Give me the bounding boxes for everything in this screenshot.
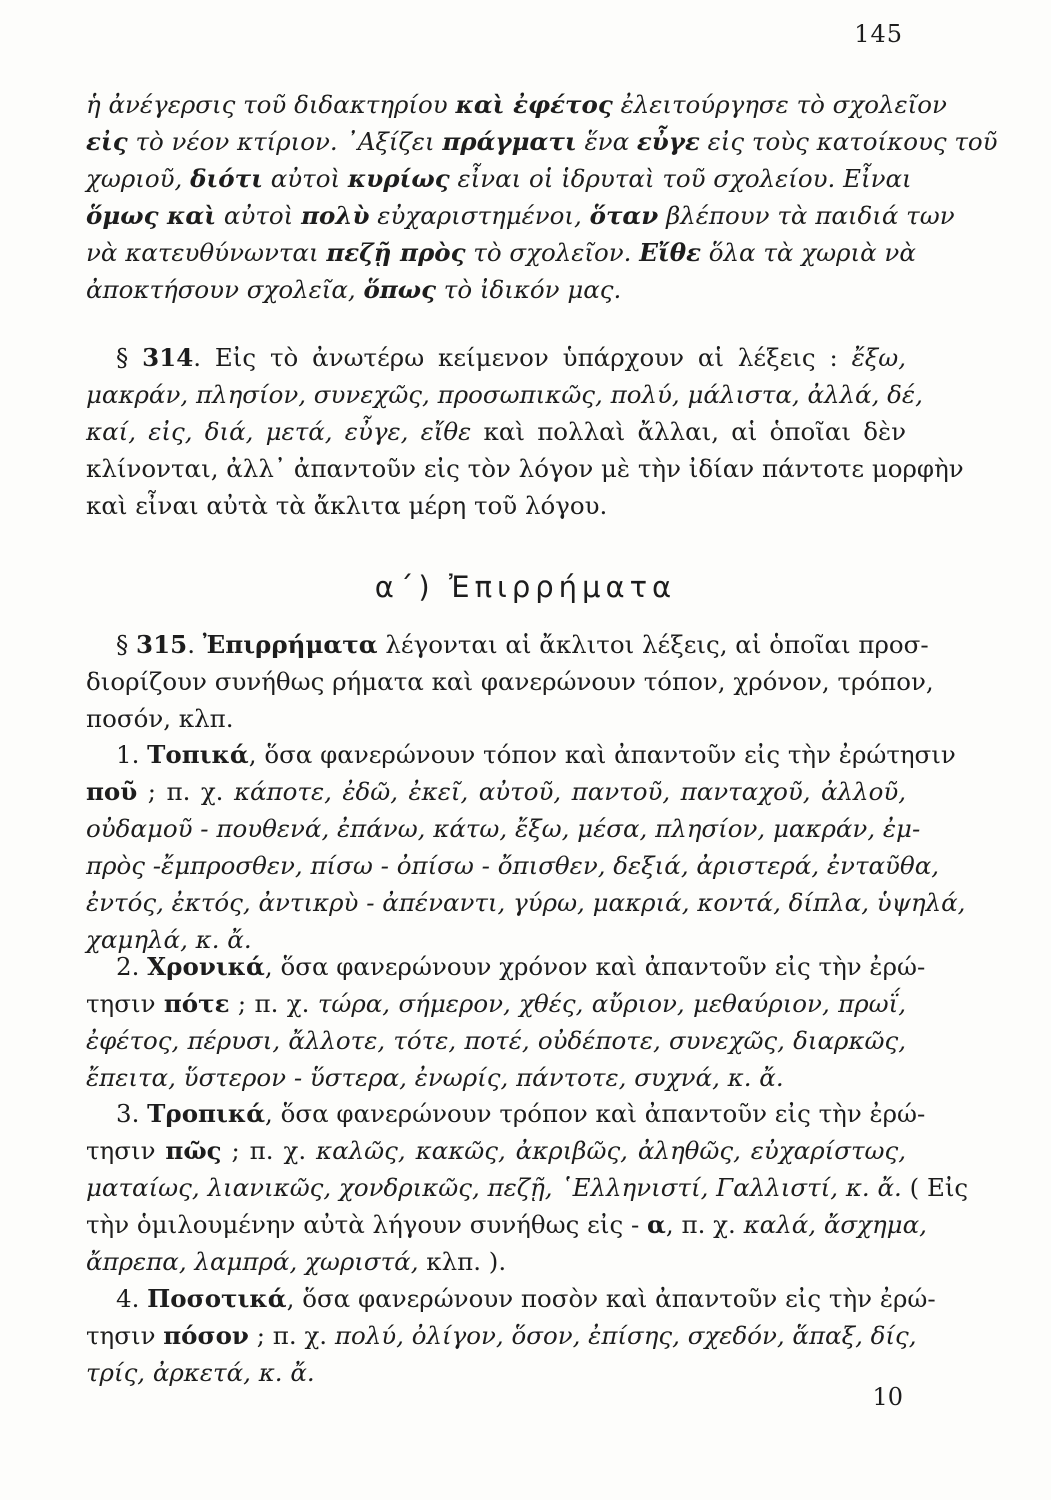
text-run: εὐχαριστημένοι, [369, 201, 590, 230]
text-run: , ὅσα φανερώνουν χρόνον καὶ ἀπαντοῦν εἰς τὴν ἐρώ- [264, 952, 926, 981]
text-run: εἰς τοὺς κατοίκους τοῦ [699, 127, 998, 156]
text-run: Χρονικά [147, 952, 265, 981]
text-run: κλπ. ). [418, 1247, 507, 1276]
text-run: ὅλα τὰ χωριὰ νὰ [700, 238, 916, 267]
text-run: καλά, ἄσχημα, [743, 1210, 927, 1239]
text-run: μακράν, πλησίον, συνεχῶς, προσωπικῶς, πολύ, μάλιστα, ἀλλά, δέ, [86, 380, 923, 409]
text-line [86, 773, 906, 810]
paragraph-local-adverbs [86, 736, 966, 958]
text-run: 1. [116, 740, 148, 769]
text-run: κάποτε, ἐδῶ, ἐκεῖ, αὐτοῦ, παντοῦ, πανταχοῦ, ἀλλοῦ, [233, 777, 907, 806]
text-run: ἔπειτα, ὕστερον - ὕστερα, ἐνωρίς, πάντοτε, συχνά, κ. ἄ. [86, 1063, 784, 1092]
text-run: ( Εἰς [901, 1173, 969, 1202]
text-run: αὐτοὶ [262, 164, 348, 193]
text-run: , π. χ. [665, 1210, 744, 1239]
text-line [86, 884, 966, 921]
paragraph-manner-adverbs [86, 1095, 969, 1280]
text-line [86, 450, 964, 487]
text-run: ἐλειτούργησε τὸ σχολεῖον [612, 90, 947, 119]
text-run: Τοπικά [147, 740, 249, 769]
text-run: οὐδαμοῦ - πουθενά, ἐπάνω, κάτω, ἔξω, μέσα, πλησίον, μακράν, ἐμ- [86, 814, 921, 843]
text-run: τὸ σχολεῖον. [465, 238, 640, 267]
text-run: εἶναι οἱ ἱδρυταὶ τοῦ σχολείου. Εἶναι [449, 164, 912, 193]
text-run: κλίνονται, ἀλλ᾿ ἀπαντοῦν εἰς τὸν λόγον μὲ τὴν ἰδίαν πάντοτε μορφὴν [86, 454, 964, 483]
text-run: πρὸς -ἔμπροσθεν, πίσω - ὀπίσω - ὄπισθεν, δεξιά, ἀριστερά, ἐνταῦθα, [86, 851, 940, 880]
text-run: Ποσοτικά [147, 1284, 287, 1313]
text-run: 3. [116, 1099, 148, 1128]
text-run: τησιν [86, 1136, 166, 1165]
text-line [86, 985, 906, 1022]
text-run: § [116, 343, 143, 372]
text-line [86, 1206, 927, 1243]
text-run: πεζῇ πρὸς [326, 238, 466, 267]
paragraph-quantity-adverbs [86, 1280, 936, 1391]
text-run: αὐτοὶ [216, 201, 302, 230]
text-run: ἕνα [576, 127, 637, 156]
text-run: . Εἰς τὸ ἀνωτέρω κείμενον ὑπάρχουν αἱ λέξεις : [193, 343, 852, 372]
text-run: α [647, 1210, 666, 1239]
text-run: Τροπικά [147, 1099, 266, 1128]
text-run: 314 [142, 343, 194, 372]
text-run: , ὅσα φανερώνουν ποσὸν καὶ ἀπαντοῦν εἰς τὴν ἐρώ- [286, 1284, 936, 1313]
text-run: χωριοῦ, [86, 164, 191, 193]
text-run: τὸ νέον κτίριον. ᾿Αξίζει [127, 127, 443, 156]
text-run: τὴν ὁμιλουμένην αὐτὰ λήγουν συνήθως εἰς - [86, 1210, 648, 1239]
text-line [86, 1132, 906, 1169]
text-run: 4. [116, 1284, 148, 1313]
text-run: πόσον [163, 1321, 249, 1350]
text-line [86, 810, 921, 847]
text-line [86, 123, 998, 160]
text-run: 2. [116, 952, 148, 981]
text-line [86, 487, 906, 524]
text-run: πῶς [165, 1136, 222, 1165]
text-run: καὶ πολλαὶ ἄλλαι, αἱ ὁποῖαι δὲν [471, 417, 906, 446]
text-run: ἔξω, [851, 343, 906, 372]
text-run: διορίζουν συνήθως ρήματα καὶ φανερώνουν τόπον, χρόνον, τρόπον, [86, 667, 934, 696]
text-line [86, 160, 912, 197]
text-line [86, 234, 916, 271]
text-run: ποσόν, κλπ. [86, 704, 234, 733]
section-heading: α΄) Ἐπιρρήματα [374, 570, 677, 604]
page-number: 145 [854, 20, 903, 48]
text-run: βλέπουν τὰ παιδιά των [658, 201, 955, 230]
text-line [86, 1059, 906, 1096]
text-line [86, 847, 940, 884]
text-run: 315 [136, 630, 188, 659]
text-run: νὰ κατευθύνωνται [86, 238, 327, 267]
text-run: καὶ εἶναι αὐτὰ τὰ ἄκλιτα μέρη τοῦ λόγου. [86, 491, 608, 520]
text-line [86, 376, 923, 413]
paragraph-school-story [86, 86, 998, 308]
text-run: διότι [190, 164, 263, 193]
text-run: Ἐπιρρήματα [202, 630, 378, 659]
text-run: , ὅσα φανερώνουν τόπον καὶ ἀπαντοῦν εἰς τὴν ἐρώτησιν [248, 740, 956, 769]
text-line [86, 86, 947, 123]
text-line [86, 1022, 906, 1059]
text-run: τησιν [86, 989, 164, 1018]
text-line [86, 663, 934, 700]
text-line [86, 626, 929, 663]
paragraph-315 [86, 626, 934, 737]
paragraph-314 [86, 339, 964, 524]
text-run: ματαίως, λιανικῶς, χονδρικῶς, πεζῇ, ῾Ελληνιστί, Γαλλιστί, κ. ἄ. [86, 1173, 902, 1202]
text-run: πολὺ [301, 201, 370, 230]
text-run: τὸ ἰδικόν μας. [436, 275, 622, 304]
text-run: ἀποκτήσουν σχολεῖα, [86, 275, 364, 304]
text-run: χαμηλά, κ. ἄ. [86, 925, 252, 954]
text-run: καί, εἰς, διά, μετά, εὖγε, εἴθε [86, 417, 472, 446]
text-run: § [116, 630, 137, 659]
text-run: πράγματι [442, 127, 577, 156]
text-line [86, 1095, 926, 1132]
text-run: ἡ ἀνέγερσις τοῦ διδακτηρίου [86, 90, 456, 119]
text-run: καὶ ἐφέτος [455, 90, 613, 119]
text-run: ποῦ [86, 777, 138, 806]
text-run: ὅταν [589, 201, 659, 230]
text-run: λέγονται αἱ ἄκλιτοι λέξεις, αἱ ὁποῖαι προσ- [377, 630, 929, 659]
text-run: τρίς, ἀρκετά, κ. ἄ. [86, 1358, 315, 1387]
text-line [86, 948, 926, 985]
text-line [86, 1169, 969, 1206]
text-run: πότε [163, 989, 230, 1018]
text-run: καλῶς, κακῶς, ἀκριβῶς, ἀληθῶς, εὐχαρίστως, [316, 1136, 906, 1165]
text-line [86, 271, 906, 308]
text-line [86, 1354, 906, 1391]
text-run: ἐντός, ἐκτός, ἀντικρὺ - ἀπέναντι, γύρω, μακριά, κοντά, δίπλα, ὑψηλά, [86, 888, 966, 917]
text-run: ; π. χ. [221, 1136, 317, 1165]
text-run: τώρα, σήμερον, χθές, αὔριον, μεθαύριον, πρωΐ, [317, 989, 906, 1018]
text-line [86, 1280, 936, 1317]
text-run: ὅμως καὶ [86, 201, 217, 230]
paragraph-time-adverbs [86, 948, 926, 1096]
text-run: . [187, 630, 203, 659]
text-line [86, 736, 956, 773]
text-run: ἄπρεπα, λαμπρά, χωριστά, [86, 1247, 419, 1276]
text-run: ; π. χ. [248, 1321, 335, 1350]
text-run: εἰς [86, 127, 128, 156]
text-line [86, 339, 906, 376]
signature-number: 10 [872, 1383, 903, 1411]
text-run: ἐφέτος, πέρυσι, ἄλλοτε, τότε, ποτέ, οὐδέποτε, συνεχῶς, διαρκῶς, [86, 1026, 906, 1055]
text-line [86, 1243, 906, 1280]
text-run: ὅπως [363, 275, 436, 304]
text-line [86, 1317, 917, 1354]
text-line [86, 413, 906, 450]
text-run: ; π. χ. [137, 777, 234, 806]
text-line [86, 700, 906, 737]
text-run: τησιν [86, 1321, 164, 1350]
text-line [86, 197, 955, 234]
text-run: ; π. χ. [229, 989, 318, 1018]
text-run: πολύ, ὀλίγον, ὅσον, ἐπίσης, σχεδόν, ἅπαξ, δίς, [334, 1321, 917, 1350]
text-run: Εἴθε [639, 238, 701, 267]
text-run: εὖγε [636, 127, 700, 156]
text-run: κυρίως [347, 164, 450, 193]
text-run: , ὅσα φανερώνουν τρόπον καὶ ἀπαντοῦν εἰς τὴν ἐρώ- [265, 1099, 926, 1128]
